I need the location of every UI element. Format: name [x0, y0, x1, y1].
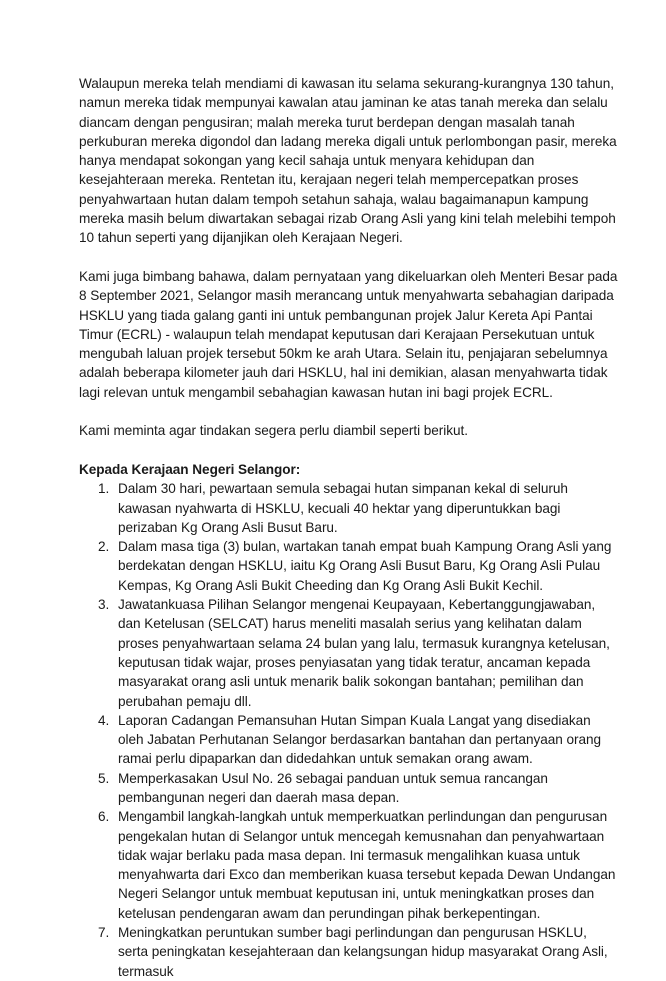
- list-item-text: Mengambil langkah-langkah untuk memperkuatkan perlindungan dan pengurusan pengekalan hutan di Selangor untuk mencegah kemusnahan dan penyahwartaan tidak wajar berlaku pada masa depan. Ini termasuk mengalihkan kuasa untuk menyahwarta dari Exco dan memberikan kuasa tersebut kepada Dewan Undangan Negeri Selangor untuk membuat keputusan ini, untuk meningkatkan proses dan ketelusan pendengaran awam dan perundingan pihak berkepentingan.: [118, 809, 616, 921]
- section-heading: Kepada Kerajaan Negeri Selangor:: [79, 461, 301, 477]
- list-item-text: Dalam masa tiga (3) bulan, wartakan tanah empat buah Kampung Orang Asli yang berdekatan dengan HSKLU, iaitu Kg Orang Asli Busut Baru, Kg Orang Asli Pulau Kempas, Kg Orang Asli Bukit Cheeding dan Kg Orang Asli Bukit Kechil.: [118, 539, 612, 593]
- list-item-number: 3.: [98, 597, 110, 613]
- list-item-number: 6.: [98, 809, 110, 825]
- list-item-text: Meningkatkan peruntukan sumber bagi perlindungan dan pengurusan HSKLU, serta peningkatan kesejahteraan dan kelangsungan hidup masyarakat Orang Asli, termasuk: [118, 925, 608, 979]
- list-item: [79, 479, 619, 537]
- list-item-number: 4.: [98, 712, 110, 728]
- list-item: [79, 537, 619, 595]
- list-item-text: Laporan Cadangan Pemansuhan Hutan Simpan Kuala Langat yang disediakan oleh Jabatan Perhutanan Selangor berdasarkan bantahan dan pertanyaan orang ramai perlu dipaparkan dan didedahkan untuk semakan orang awam.: [118, 712, 602, 767]
- list-item: [79, 769, 619, 808]
- list-item: [79, 807, 619, 923]
- list-item-text: Jawatankuasa Pilihan Selangor mengenai Keupayaan, Kebertanggungjawaban, dan Ketelusan (SELCAT) harus meneliti masalah serius yang kelihatan dalam proses penyahwartaan selama 24 bulan yang lalu, termasuk kurangnya ketelusan, keputusan tidak wajar, proses penyiasatan yang tidak teratur, ancaman kepada masyarakat orang asli untuk menarik balik sokongan bantahan; pemilihan dan perubahan pemaju dll.: [118, 597, 610, 709]
- paragraph-residence: Walaupun mereka telah mendiami di kawasan itu selama sekurang-kurangnya 130 tahun, namun mereka tidak mempunyai kawalan atau jaminan ke atas tanah mereka dan selalu diancam dengan pengusiran; malah mereka turut berdepan dengan masalah tanah perkuburan mereka digondol dan ladang mereka digali untuk perlombongan pasir, mereka hanya mendapat sokongan yang kecil sahaja untuk menyara kehidupan dan kesejahteraan mereka. Rentetan itu, kerajaan negeri telah mempercepatkan proses penyahwartaan hutan dalam tempoh setahun sahaja, walau bagaimanapun kampung mereka masih belum diwartakan sebagai rizab Orang Asli yang kini telah melebihi tempoh 10 tahun seperti yang dijanjikan oleh Kerajaan Negeri.: [79, 76, 617, 246]
- list-item-text: Memperkasakan Usul No. 26 sebagai panduan untuk semua rancangan pembangunan negeri dan daerah masa depan.: [118, 770, 548, 805]
- list-item-number: 7.: [98, 925, 110, 941]
- paragraph-ecrl-concern: Kami juga bimbang bahawa, dalam pernyataan yang dikeluarkan oleh Menteri Besar pada 8 September 2021, Selangor masih merancang untuk menyahwarta sebahagian daripada HSKLU yang tiada galang ganti ini untuk pembangunan projek Jalur Kereta Api Pantai Timur (ECRL) - walaupun telah mendapat keputusan dari Kerajaan Persekutuan untuk mengubah laluan projek tersebut 50km ke arah Utara. Selain itu, penjajaran sebelumnya adalah beberapa kilometer jauh dari HSKLU, hal ini demikian, alasan menyahwarta tidak lagi relevan untuk mengambil sebahagian kawasan hutan ini bagi projek ECRL.: [79, 268, 618, 400]
- document-page: [79, 74, 619, 981]
- list-item-number: 2.: [98, 539, 110, 555]
- list-item: [79, 923, 619, 981]
- list-item-number: 1.: [98, 481, 110, 497]
- list-item-number: 5.: [98, 770, 110, 786]
- list-item: [79, 711, 619, 769]
- list-item-text: Dalam 30 hari, pewartaan semula sebagai hutan simpanan kekal di seluruh kawasan nyahwarta di HSKLU, kecuali 40 hektar yang diperuntukkan bagi perizaban Kg Orang Asli Busut Baru.: [118, 481, 568, 535]
- list-item: [79, 595, 619, 711]
- paragraph-request: Kami meminta agar tindakan segera perlu diambil seperti berikut.: [79, 423, 468, 439]
- demands-list: [79, 479, 619, 981]
